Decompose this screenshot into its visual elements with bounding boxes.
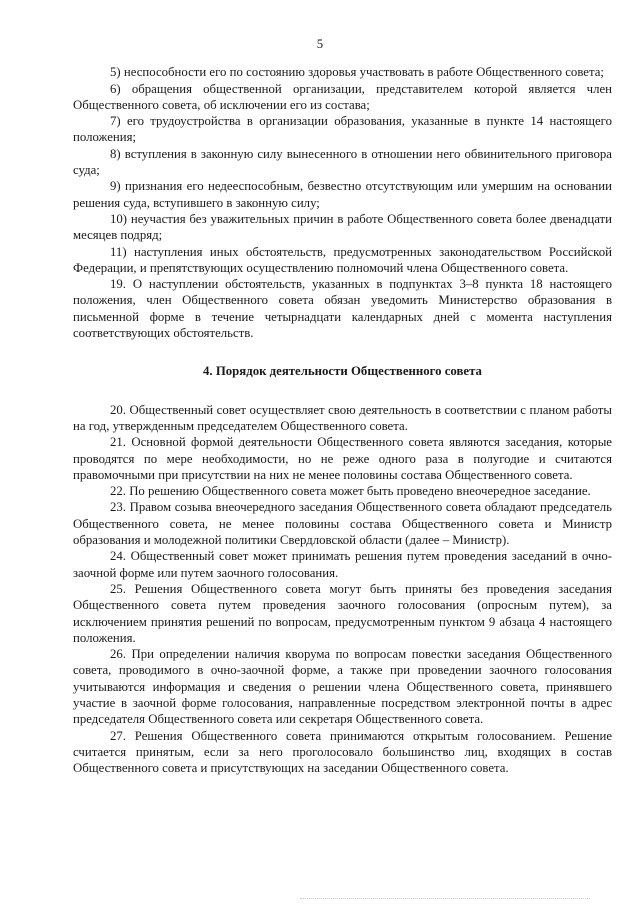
page-number: 5 bbox=[316, 37, 324, 51]
paragraph: 23. Правом созыва внеочередного заседания Общественного совета обладают председатель Общественного совета, не менее половины состава Общественного совета и Министр образования и молодежной политики Свердловской области (далее – Министр). bbox=[73, 500, 612, 548]
paragraph: 5) неспособности его по состоянию здоровья участвовать в работе Общественного совета; bbox=[110, 65, 604, 80]
footer-divider bbox=[300, 898, 590, 899]
paragraph: 6) обращения общественной организации, представителем которой является член Общественного совета, об исключении его из состава; bbox=[73, 81, 612, 112]
paragraph: 9) признания его недееспособным, безвестно отсутствующим или умершим на основании решения суда, вступившего в законную силу; bbox=[73, 179, 612, 210]
paragraph: 10) неучастия без уважительных причин в работе Общественного совета более двенадцати месяцев подряд; bbox=[73, 211, 612, 243]
paragraph: 25. Решения Общественного совета могут быть приняты без проведения заседания Общественного совета путем проведения заочного голосования (опросным путем), за исключением принятия решений по вопросам, предусмотренным пунктом 9 абзаца 4 настоящего положения. bbox=[73, 581, 612, 645]
paragraph: 20. Общественный совет осуществляет свою деятельность в соответствии с планом работы на год, утвержденным председателем Общественного совета. bbox=[73, 402, 612, 433]
paragraph: 7) его трудоустройства в организации образования, указанные в пункте 14 настоящего положения; bbox=[73, 114, 612, 145]
paragraph: 19. О наступлении обстоятельств, указанных в подпунктах 3–8 пункта 18 настоящего положения, член Общественного совета обязан уведомить Министерство образования в письменной форме в течение четырнадцати календарных дней с момента наступления соответствующих обстоятельств. bbox=[73, 277, 612, 341]
paragraph: 8) вступления в законную силу вынесенного в отношении него обвинительного приговора суда; bbox=[73, 146, 612, 178]
paragraph: 21. Основной формой деятельности Общественного совета являются заседания, которые проводятся по мере необходимости, но не реже одного раза в полугодие и считаются правомочными при присутствии на них не менее половины состава Общественного совета. bbox=[73, 435, 612, 482]
section-heading: 4. Порядок деятельности Общественного совета bbox=[203, 364, 482, 379]
paragraph: 11) наступления иных обстоятельств, предусмотренных законодательством Российской Федерации, и препятствующих осуществлению полномочий члена Общественного совета. bbox=[73, 244, 612, 275]
paragraph: 26. При определении наличия кворума по вопросам повестки заседания Общественного совета, проводимого в очно-заочной форме, а также при проведении заочного голосования учитываются информация и сведения о решении члена Общественного совета, принявшего участие в заочной форме голосования, направленные посредством электронной почты в адрес председателя Общественного совета или секретаря Общественного совета. bbox=[73, 647, 612, 727]
paragraph: 24. Общественный совет может принимать решения путем проведения заседаний в очно-заочной форме или путем заочного голосования. bbox=[73, 549, 612, 580]
paragraphs-after bbox=[73, 402, 612, 777]
paragraph: 22. По решению Общественного совета может быть проведено внеочередное заседание. bbox=[110, 484, 591, 499]
paragraphs-before bbox=[73, 64, 612, 341]
paragraph: 27. Решения Общественного совета принимаются открытым голосованием. Решение считается принятым, если за него проголосовало большинство лиц, входящих в состав Общественного совета и присутствующих на заседании Общественного совета. bbox=[73, 728, 612, 776]
